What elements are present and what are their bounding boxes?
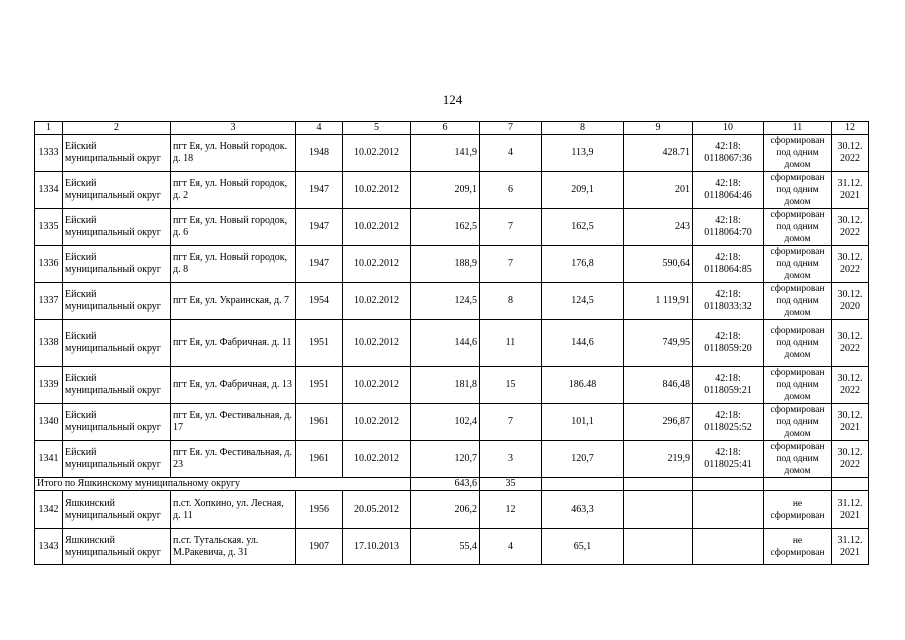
header-cell: 7 <box>480 122 542 135</box>
area-cell: 55,4 <box>411 529 480 565</box>
cadastral-cell: 42:18: 0118064:85 <box>693 246 764 283</box>
cadastral-cell: 42:18: 0118064:46 <box>693 172 764 209</box>
area-cell: 188,9 <box>411 246 480 283</box>
address-cell: пгт Ея, ул. Новый городок, д. 2 <box>171 172 296 209</box>
cadastral-cell: 42:18: 0118059:20 <box>693 320 764 367</box>
date-cell: 10.02.2012 <box>343 209 411 246</box>
header-row <box>35 122 869 135</box>
cadastral-cell: 42:18: 0118033:32 <box>693 283 764 320</box>
status-cell: сформирован под одним домом <box>764 135 832 172</box>
year-cell: 1947 <box>296 246 343 283</box>
year-cell: 1947 <box>296 209 343 246</box>
table-row <box>35 529 869 565</box>
date-cell: 10.02.2012 <box>343 283 411 320</box>
value-cell: 1 119,91 <box>624 283 693 320</box>
cadastral-cell: 42:18: 0118025:52 <box>693 404 764 441</box>
empty-cell <box>624 478 693 491</box>
count-cell: 4 <box>480 529 542 565</box>
count-cell: 7 <box>480 209 542 246</box>
address-cell: п.ст. Хопкино, ул. Лесная, д. 11 <box>171 491 296 529</box>
header-cell: 8 <box>542 122 624 135</box>
area-cell: 206,2 <box>411 491 480 529</box>
total-label: Итого по Яшкинскому муниципальному округу <box>35 478 411 491</box>
year-cell: 1961 <box>296 404 343 441</box>
header-cell: 6 <box>411 122 480 135</box>
row-number: 1336 <box>35 246 63 283</box>
deadline-cell: 30.12. 2022 <box>832 441 869 478</box>
date-cell: 10.02.2012 <box>343 404 411 441</box>
empty-cell <box>764 478 832 491</box>
deadline-cell: 30.12. 2022 <box>832 320 869 367</box>
year-cell: 1948 <box>296 135 343 172</box>
year-cell: 1947 <box>296 172 343 209</box>
value-cell: 201 <box>624 172 693 209</box>
area-cell: 209,1 <box>411 172 480 209</box>
status-cell: сформирован под одним домом <box>764 404 832 441</box>
area2-cell: 124,5 <box>542 283 624 320</box>
district-cell: Ейский муниципальный округ <box>63 404 171 441</box>
status-cell: сформирован под одним домом <box>764 320 832 367</box>
deadline-cell: 31.12. 2021 <box>832 491 869 529</box>
count-cell: 4 <box>480 135 542 172</box>
address-cell: пгт Ея, ул. Новый городок, д. 6 <box>171 209 296 246</box>
area-cell: 144,6 <box>411 320 480 367</box>
cadastral-cell: 42:18: 0118067:36 <box>693 135 764 172</box>
cadastral-cell: 42:18: 0118025:41 <box>693 441 764 478</box>
row-number: 1334 <box>35 172 63 209</box>
area-cell: 102,4 <box>411 404 480 441</box>
district-cell: Ейский муниципальный округ <box>63 172 171 209</box>
address-cell: пгт Ея, ул. Украинская, д. 7 <box>171 283 296 320</box>
year-cell: 1951 <box>296 367 343 404</box>
address-cell: пгт Ея, ул. Новый городок, д. 8 <box>171 246 296 283</box>
count-cell: 3 <box>480 441 542 478</box>
status-cell: не сформирован <box>764 529 832 565</box>
area2-cell: 176,8 <box>542 246 624 283</box>
deadline-cell: 30.12. 2020 <box>832 283 869 320</box>
address-cell: пгт Ея, ул. Фабричная, д. 13 <box>171 367 296 404</box>
empty-cell <box>832 478 869 491</box>
year-cell: 1956 <box>296 491 343 529</box>
deadline-cell: 30.12. 2021 <box>832 404 869 441</box>
empty-cell <box>693 478 764 491</box>
count-cell: 15 <box>480 367 542 404</box>
value-cell: 846,48 <box>624 367 693 404</box>
header-cell: 3 <box>171 122 296 135</box>
row-number: 1339 <box>35 367 63 404</box>
area-cell: 120,7 <box>411 441 480 478</box>
deadline-cell: 30.12. 2022 <box>832 367 869 404</box>
table-row <box>35 320 869 367</box>
deadline-cell: 30.12. 2022 <box>832 246 869 283</box>
count-cell: 8 <box>480 283 542 320</box>
page-number: 124 <box>442 92 463 107</box>
header-cell: 1 <box>35 122 63 135</box>
status-cell: не сформирован <box>764 491 832 529</box>
value-cell: 590,64 <box>624 246 693 283</box>
table-row <box>35 246 869 283</box>
deadline-cell: 30.12. 2022 <box>832 209 869 246</box>
table-row <box>35 209 869 246</box>
date-cell: 17.10.2013 <box>343 529 411 565</box>
deadline-cell: 31.12. 2021 <box>832 172 869 209</box>
header-cell: 11 <box>764 122 832 135</box>
table-row <box>35 367 869 404</box>
row-number: 1340 <box>35 404 63 441</box>
count-cell: 12 <box>480 491 542 529</box>
area2-cell: 120,7 <box>542 441 624 478</box>
row-number: 1335 <box>35 209 63 246</box>
header-cell: 4 <box>296 122 343 135</box>
district-cell: Ейский муниципальный округ <box>63 135 171 172</box>
area-cell: 141,9 <box>411 135 480 172</box>
area-cell: 181,8 <box>411 367 480 404</box>
value-cell: 296,87 <box>624 404 693 441</box>
row-number: 1341 <box>35 441 63 478</box>
deadline-cell: 31.12. 2021 <box>832 529 869 565</box>
count-cell: 7 <box>480 404 542 441</box>
area2-cell: 186.48 <box>542 367 624 404</box>
count-cell: 7 <box>480 246 542 283</box>
area2-cell: 101,1 <box>542 404 624 441</box>
date-cell: 10.02.2012 <box>343 320 411 367</box>
value-cell <box>624 529 693 565</box>
value-cell: 219,9 <box>624 441 693 478</box>
header-cell: 2 <box>63 122 171 135</box>
status-cell: сформирован под одним домом <box>764 441 832 478</box>
table-row <box>35 283 869 320</box>
table-row <box>35 404 869 441</box>
status-cell: сформирован под одним домом <box>764 172 832 209</box>
row-number: 1342 <box>35 491 63 529</box>
value-cell: 749,95 <box>624 320 693 367</box>
address-cell: пгт Ея, ул. Фестивальная, д. 17 <box>171 404 296 441</box>
table-row <box>35 172 869 209</box>
total-area: 643,6 <box>411 478 480 491</box>
value-cell <box>624 491 693 529</box>
year-cell: 1954 <box>296 283 343 320</box>
address-cell: пгт Ея, ул. Новый городок. д. 18 <box>171 135 296 172</box>
date-cell: 10.02.2012 <box>343 367 411 404</box>
table-row <box>35 441 869 478</box>
cadastral-cell <box>693 491 764 529</box>
district-cell: Ейский муниципальный округ <box>63 367 171 404</box>
cadastral-cell <box>693 529 764 565</box>
header-cell: 5 <box>343 122 411 135</box>
year-cell: 1907 <box>296 529 343 565</box>
area2-cell: 113,9 <box>542 135 624 172</box>
status-cell: сформирован под одним домом <box>764 367 832 404</box>
status-cell: сформирован под одним домом <box>764 246 832 283</box>
area2-cell: 209,1 <box>542 172 624 209</box>
district-cell: Ейский муниципальный округ <box>63 441 171 478</box>
header-cell: 10 <box>693 122 764 135</box>
header-cell: 12 <box>832 122 869 135</box>
table-body <box>35 122 869 565</box>
total-row <box>35 478 869 491</box>
address-cell: пгт Ея. ул. Фестивальная, д. 23 <box>171 441 296 478</box>
register-table <box>34 121 869 565</box>
row-number: 1333 <box>35 135 63 172</box>
district-cell: Яшкинский муниципальный округ <box>63 529 171 565</box>
cadastral-cell: 42:18: 0118059:21 <box>693 367 764 404</box>
year-cell: 1961 <box>296 441 343 478</box>
date-cell: 10.02.2012 <box>343 172 411 209</box>
table-row <box>35 135 869 172</box>
area2-cell: 65,1 <box>542 529 624 565</box>
total-count: 35 <box>480 478 542 491</box>
row-number: 1343 <box>35 529 63 565</box>
date-cell: 10.02.2012 <box>343 441 411 478</box>
status-cell: сформирован под одним домом <box>764 283 832 320</box>
area2-cell: 463,3 <box>542 491 624 529</box>
year-cell: 1951 <box>296 320 343 367</box>
district-cell: Ейский муниципальный округ <box>63 283 171 320</box>
district-cell: Ейский муниципальный округ <box>63 320 171 367</box>
table-row <box>35 491 869 529</box>
district-cell: Ейский муниципальный округ <box>63 209 171 246</box>
status-cell: сформирован под одним домом <box>764 209 832 246</box>
address-cell: пгт Ея, ул. Фабричная. д. 11 <box>171 320 296 367</box>
district-cell: Яшкинский муниципальный округ <box>63 491 171 529</box>
deadline-cell: 30.12. 2022 <box>832 135 869 172</box>
row-number: 1337 <box>35 283 63 320</box>
empty-cell <box>542 478 624 491</box>
date-cell: 20.05.2012 <box>343 491 411 529</box>
header-cell: 9 <box>624 122 693 135</box>
address-cell: п.ст. Тутальская. ул. М.Ракевича, д. 31 <box>171 529 296 565</box>
date-cell: 10.02.2012 <box>343 246 411 283</box>
value-cell: 428.71 <box>624 135 693 172</box>
count-cell: 6 <box>480 172 542 209</box>
cadastral-cell: 42:18: 0118064:70 <box>693 209 764 246</box>
date-cell: 10.02.2012 <box>343 135 411 172</box>
area2-cell: 144,6 <box>542 320 624 367</box>
value-cell: 243 <box>624 209 693 246</box>
count-cell: 11 <box>480 320 542 367</box>
area-cell: 162,5 <box>411 209 480 246</box>
area2-cell: 162,5 <box>542 209 624 246</box>
area-cell: 124,5 <box>411 283 480 320</box>
row-number: 1338 <box>35 320 63 367</box>
district-cell: Ейский муниципальный округ <box>63 246 171 283</box>
